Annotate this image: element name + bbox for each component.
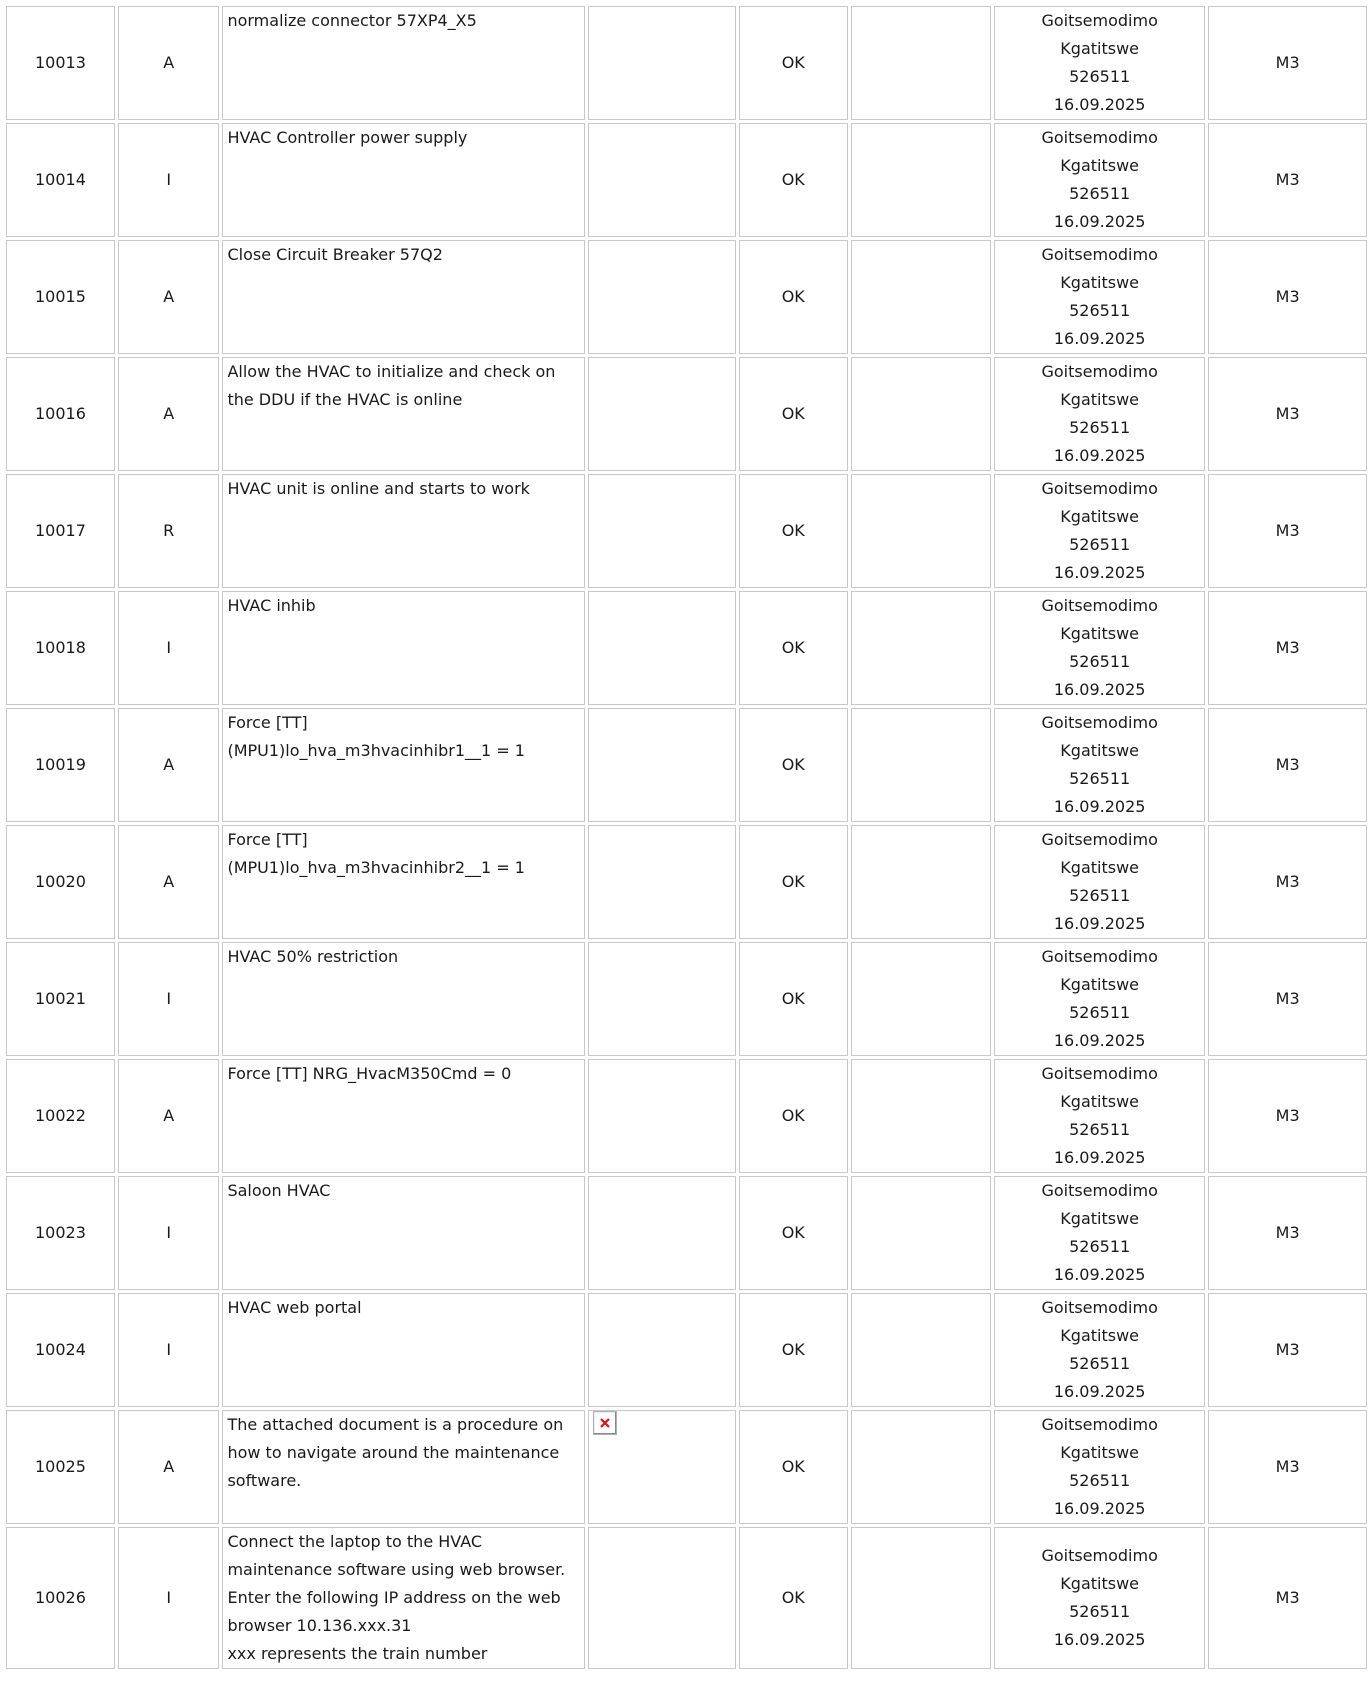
step-type-cell: I (118, 1176, 220, 1290)
signer-line: Goitsemodimo (1041, 1298, 1158, 1317)
status-cell: OK (739, 591, 848, 705)
attachment-cell (588, 123, 736, 237)
step-description-cell (222, 591, 584, 705)
signer-cell (994, 1410, 1205, 1524)
signer-line: Goitsemodimo (1041, 479, 1158, 498)
module-cell: M3 (1208, 240, 1367, 354)
status-cell: OK (739, 6, 848, 120)
description-line: Enter the following IP address on the web (227, 1588, 561, 1607)
signer-line: Goitsemodimo (1041, 1415, 1158, 1434)
step-id-cell: 10019 (6, 708, 115, 822)
signer-line: 16.09.2025 (1053, 797, 1146, 816)
signer-line: 16.09.2025 (1053, 212, 1146, 231)
signer-line: 526511 (1069, 1120, 1131, 1139)
description-line: xxx represents the train number (227, 1644, 488, 1663)
signer-line: 526511 (1069, 535, 1131, 554)
description-line: (MPU1)lo_hva_m3hvacinhibr1__1 = 1 (227, 741, 525, 760)
step-type-cell: I (118, 123, 220, 237)
comment-cell (851, 1410, 991, 1524)
step-type-cell: I (118, 942, 220, 1056)
signer-line: Kgatitswe (1060, 858, 1140, 877)
description-line: HVAC 50% restriction (227, 947, 399, 966)
module-cell: M3 (1208, 1527, 1367, 1669)
signer-line: Kgatitswe (1060, 1326, 1140, 1345)
signer-line: Goitsemodimo (1041, 947, 1158, 966)
table-row (6, 123, 1367, 237)
description-line: maintenance software using web browser. (227, 1560, 566, 1579)
module-cell: M3 (1208, 1293, 1367, 1407)
step-type-cell: I (118, 591, 220, 705)
attachment-cell (588, 708, 736, 822)
signer-line: Goitsemodimo (1041, 1546, 1158, 1565)
status-cell: OK (739, 474, 848, 588)
signer-line: Goitsemodimo (1041, 1181, 1158, 1200)
step-type-cell: A (118, 1059, 220, 1173)
signer-line: Goitsemodimo (1041, 830, 1158, 849)
signer-line: Kgatitswe (1060, 390, 1140, 409)
signer-line: 16.09.2025 (1053, 1499, 1146, 1518)
status-cell: OK (739, 1059, 848, 1173)
broken-image-icon[interactable] (593, 1411, 617, 1435)
attachment-cell (588, 474, 736, 588)
signer-line: 16.09.2025 (1053, 914, 1146, 933)
description-line: Saloon HVAC (227, 1181, 331, 1200)
comment-cell (851, 1176, 991, 1290)
comment-cell (851, 123, 991, 237)
step-type-cell: A (118, 1410, 220, 1524)
comment-cell (851, 942, 991, 1056)
signer-line: 16.09.2025 (1053, 446, 1146, 465)
signer-line: 526511 (1069, 886, 1131, 905)
module-cell: M3 (1208, 1059, 1367, 1173)
module-cell: M3 (1208, 474, 1367, 588)
description-line: normalize connector 57XP4_X5 (227, 11, 477, 30)
signer-line: 526511 (1069, 301, 1131, 320)
description-line: HVAC inhib (227, 596, 316, 615)
comment-cell (851, 708, 991, 822)
description-line: HVAC unit is online and starts to work (227, 479, 530, 498)
description-line: how to navigate around the maintenance (227, 1443, 560, 1462)
signer-line: 526511 (1069, 769, 1131, 788)
table-row (6, 6, 1367, 120)
table-row (6, 1410, 1367, 1524)
signer-cell (994, 6, 1205, 120)
signer-line: 526511 (1069, 1471, 1131, 1490)
status-cell: OK (739, 942, 848, 1056)
attachment-cell (588, 825, 736, 939)
comment-cell (851, 1527, 991, 1669)
step-id-cell: 10018 (6, 591, 115, 705)
signer-line: 16.09.2025 (1053, 1148, 1146, 1167)
signer-cell (994, 123, 1205, 237)
signer-line: Kgatitswe (1060, 273, 1140, 292)
step-id-cell: 10025 (6, 1410, 115, 1524)
step-id-cell: 10015 (6, 240, 115, 354)
signer-line: 526511 (1069, 67, 1131, 86)
step-description-cell (222, 474, 584, 588)
signer-line: Kgatitswe (1060, 1574, 1140, 1593)
signer-cell (994, 708, 1205, 822)
signer-line: 526511 (1069, 1237, 1131, 1256)
signer-line: 526511 (1069, 1602, 1131, 1621)
attachment-cell (588, 357, 736, 471)
signer-line: 16.09.2025 (1053, 329, 1146, 348)
step-id-cell: 10014 (6, 123, 115, 237)
step-type-cell: A (118, 240, 220, 354)
description-line: Close Circuit Breaker 57Q2 (227, 245, 443, 264)
status-cell: OK (739, 1176, 848, 1290)
step-description-cell (222, 708, 584, 822)
description-line: browser 10.136.xxx.31 (227, 1616, 412, 1635)
step-id-cell: 10021 (6, 942, 115, 1056)
table-row (6, 240, 1367, 354)
signer-line: 16.09.2025 (1053, 1630, 1146, 1649)
description-line: Force [TT] (227, 830, 308, 849)
signer-line: Kgatitswe (1060, 624, 1140, 643)
step-description-cell (222, 1176, 584, 1290)
attachment-cell (588, 1410, 736, 1524)
description-line: Force [TT] (227, 713, 308, 732)
signer-line: 16.09.2025 (1053, 1031, 1146, 1050)
step-description-cell (222, 123, 584, 237)
step-description-cell (222, 1293, 584, 1407)
signer-line: Kgatitswe (1060, 1092, 1140, 1111)
step-id-cell: 10013 (6, 6, 115, 120)
table-row (6, 474, 1367, 588)
signer-cell (994, 825, 1205, 939)
status-cell: OK (739, 825, 848, 939)
step-description-cell (222, 1527, 584, 1669)
status-cell: OK (739, 240, 848, 354)
step-id-cell: 10023 (6, 1176, 115, 1290)
signer-cell (994, 1527, 1205, 1669)
module-cell: M3 (1208, 825, 1367, 939)
signer-line: Goitsemodimo (1041, 713, 1158, 732)
signer-cell (994, 591, 1205, 705)
step-id-cell: 10016 (6, 357, 115, 471)
status-cell: OK (739, 123, 848, 237)
step-type-cell: I (118, 1293, 220, 1407)
attachment-cell (588, 1527, 736, 1669)
status-cell: OK (739, 1527, 848, 1669)
table-row (6, 1293, 1367, 1407)
signer-line: Goitsemodimo (1041, 245, 1158, 264)
attachment-cell (588, 240, 736, 354)
step-description-cell (222, 825, 584, 939)
description-line: HVAC Controller power supply (227, 128, 468, 147)
table-row (6, 591, 1367, 705)
attachment-cell (588, 1293, 736, 1407)
step-type-cell: A (118, 6, 220, 120)
description-line: software. (227, 1471, 302, 1490)
module-cell: M3 (1208, 708, 1367, 822)
signer-line: 16.09.2025 (1053, 1265, 1146, 1284)
signer-cell (994, 942, 1205, 1056)
table-row (6, 1527, 1367, 1669)
step-description-cell (222, 1059, 584, 1173)
description-line: Force [TT] NRG_HvacM350Cmd = 0 (227, 1064, 512, 1083)
status-cell: OK (739, 357, 848, 471)
signer-cell (994, 357, 1205, 471)
signer-line: Goitsemodimo (1041, 11, 1158, 30)
signer-line: Goitsemodimo (1041, 596, 1158, 615)
step-type-cell: A (118, 708, 220, 822)
module-cell: M3 (1208, 1410, 1367, 1524)
status-cell: OK (739, 708, 848, 822)
table-row (6, 825, 1367, 939)
signer-cell (994, 1176, 1205, 1290)
signer-line: Goitsemodimo (1041, 1064, 1158, 1083)
signer-line: Goitsemodimo (1041, 128, 1158, 147)
comment-cell (851, 357, 991, 471)
step-type-cell: A (118, 825, 220, 939)
attachment-cell (588, 591, 736, 705)
step-type-cell: I (118, 1527, 220, 1669)
table-row (6, 942, 1367, 1056)
module-cell: M3 (1208, 942, 1367, 1056)
signer-line: 16.09.2025 (1053, 1382, 1146, 1401)
step-description-cell (222, 1410, 584, 1524)
signer-line: Kgatitswe (1060, 975, 1140, 994)
signer-cell (994, 240, 1205, 354)
step-id-cell: 10020 (6, 825, 115, 939)
step-type-cell: A (118, 357, 220, 471)
description-line: Connect the laptop to the HVAC (227, 1532, 483, 1551)
step-type-cell: R (118, 474, 220, 588)
signer-line: 16.09.2025 (1053, 680, 1146, 699)
procedure-steps-body (6, 6, 1367, 1669)
table-row (6, 1059, 1367, 1173)
module-cell: M3 (1208, 591, 1367, 705)
comment-cell (851, 240, 991, 354)
signer-line: Kgatitswe (1060, 1443, 1140, 1462)
signer-cell (994, 1059, 1205, 1173)
table-row (6, 357, 1367, 471)
status-cell: OK (739, 1293, 848, 1407)
table-row (6, 708, 1367, 822)
attachment-cell (588, 1059, 736, 1173)
comment-cell (851, 474, 991, 588)
signer-cell (994, 1293, 1205, 1407)
comment-cell (851, 1059, 991, 1173)
description-line: HVAC web portal (227, 1298, 362, 1317)
step-description-cell (222, 942, 584, 1056)
step-description-cell (222, 240, 584, 354)
signer-cell (994, 474, 1205, 588)
attachment-cell (588, 1176, 736, 1290)
table-row (6, 1176, 1367, 1290)
signer-line: Kgatitswe (1060, 156, 1140, 175)
step-id-cell: 10017 (6, 474, 115, 588)
module-cell: M3 (1208, 6, 1367, 120)
signer-line: 16.09.2025 (1053, 563, 1146, 582)
signer-line: Kgatitswe (1060, 507, 1140, 526)
procedure-steps-table (3, 3, 1370, 1672)
signer-line: 526511 (1069, 652, 1131, 671)
comment-cell (851, 1293, 991, 1407)
signer-line: Goitsemodimo (1041, 362, 1158, 381)
module-cell: M3 (1208, 123, 1367, 237)
status-cell: OK (739, 1410, 848, 1524)
step-description-cell (222, 6, 584, 120)
description-line: the DDU if the HVAC is online (227, 390, 463, 409)
module-cell: M3 (1208, 1176, 1367, 1290)
signer-line: 526511 (1069, 1003, 1131, 1022)
description-line: The attached document is a procedure on (227, 1415, 564, 1434)
signer-line: Kgatitswe (1060, 39, 1140, 58)
signer-line: 526511 (1069, 1354, 1131, 1373)
comment-cell (851, 6, 991, 120)
description-line: (MPU1)lo_hva_m3hvacinhibr2__1 = 1 (227, 858, 525, 877)
signer-line: Kgatitswe (1060, 1209, 1140, 1228)
step-description-cell (222, 357, 584, 471)
comment-cell (851, 591, 991, 705)
step-id-cell: 10026 (6, 1527, 115, 1669)
description-line: Allow the HVAC to initialize and check on (227, 362, 556, 381)
attachment-cell (588, 942, 736, 1056)
comment-cell (851, 825, 991, 939)
red-x-icon (600, 1418, 610, 1428)
signer-line: 526511 (1069, 184, 1131, 203)
step-id-cell: 10022 (6, 1059, 115, 1173)
signer-line: Kgatitswe (1060, 741, 1140, 760)
signer-line: 16.09.2025 (1053, 95, 1146, 114)
attachment-cell (588, 6, 736, 120)
signer-line: 526511 (1069, 418, 1131, 437)
module-cell: M3 (1208, 357, 1367, 471)
step-id-cell: 10024 (6, 1293, 115, 1407)
